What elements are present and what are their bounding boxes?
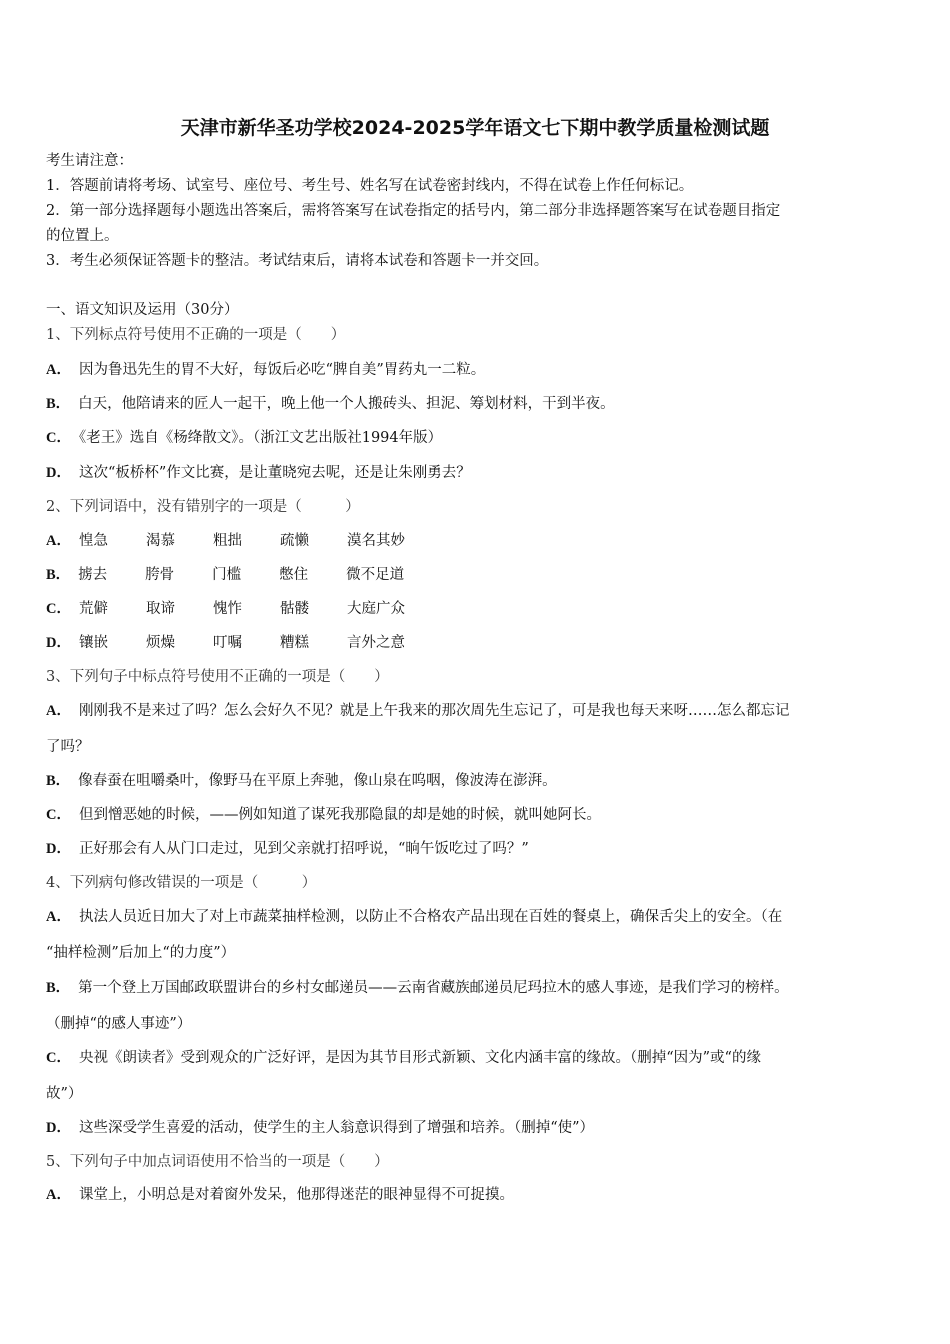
option-label: A．: [46, 362, 71, 378]
option-row: [46, 1186, 514, 1204]
option-row: [46, 634, 405, 652]
option-label: D．: [46, 465, 71, 481]
word: 取谛: [145, 601, 175, 617]
option-label: C．: [46, 807, 71, 823]
option-row: [46, 702, 789, 720]
option-label: D．: [46, 841, 71, 857]
notice-item: 1．答题前请将考场、试室号、座位号、考生号、姓名写在试卷密封线内，不得在试卷上作任何标记。: [46, 178, 694, 194]
word: 言外之意: [346, 635, 405, 651]
option-text: 第一个登上万国邮政联盟讲台的乡村女邮递员——云南省藏族邮递员尼玛拉木的感人事迹，是我们学习的榜样。: [78, 980, 789, 996]
option-label: B．: [46, 567, 71, 583]
option-text: 央视《朗读者》受到观众的广泛好评，是因为其节目形式新颖、文化内涵丰富的缘故。（删掉“因为”或“的缘: [78, 1050, 761, 1066]
option-row: [46, 840, 529, 858]
option-text: 像春蚕在咀嚼桑叶，像野马在平原上奔驰，像山泉在呜咽，像波涛在澎湃。: [78, 773, 557, 789]
word: 掳去: [78, 567, 108, 583]
option-label: C．: [46, 430, 71, 446]
question-stem: 3、下列句子中标点符号使用不正确的一项是（ ）: [46, 669, 389, 685]
option-row: [46, 600, 405, 618]
page-title: 天津市新华圣功学校2024-2025学年语文七下期中教学质量检测试题: [180, 117, 770, 139]
option-label: A．: [46, 703, 71, 719]
section-heading: 一、语文知识及运用（30分）: [46, 302, 239, 318]
option-label: B．: [46, 396, 71, 412]
question-stem: 2、下列词语中，没有错别字的一项是（ ）: [46, 499, 360, 515]
word: 愧怍: [212, 601, 242, 617]
option-text: 但到憎恶她的时候，——例如知道了谋死我那隐鼠的却是她的时候，就叫她阿长。: [78, 807, 601, 823]
word: 惶急: [78, 533, 108, 549]
option-row: [46, 566, 404, 584]
word: 胯骨: [145, 567, 175, 583]
option-row: [46, 532, 405, 550]
word: 大庭广众: [346, 601, 405, 617]
word: 骷髅: [279, 601, 309, 617]
option-label: C．: [46, 1050, 71, 1066]
word: 粗拙: [212, 533, 242, 549]
option-text: 正好那会有人从门口走过，见到父亲就打招呼说，“晌午饭吃过了吗？”: [78, 841, 529, 857]
notice-item: 2．第一部分选择题每小题选出答案后，需将答案写在试卷指定的括号内，第二部分非选择题答案写在试卷题目指定: [46, 203, 781, 219]
option-text: 这些深受学生喜爱的活动，使学生的主人翁意识得到了增强和培养。（删掉“使”）: [78, 1120, 595, 1136]
option-label: D．: [46, 635, 71, 651]
word: 烦燥: [145, 635, 175, 651]
option-text: 刚刚我不是来过了吗？怎么会好久不见？就是上午我来的那次周先生忘记了，可是我也每天来呀……怎么都忘记: [78, 703, 790, 719]
option-label: B．: [46, 980, 71, 996]
option-continuation: 了吗？: [46, 739, 90, 755]
word: 荒僻: [78, 601, 108, 617]
word: 叮嘱: [212, 635, 242, 651]
option-continuation: 故”）: [46, 1086, 83, 1102]
option-text: 执法人员近日加大了对上市蔬菜抽样检测，以防止不合格农产品出现在百姓的餐桌上，确保舌尖上的安全。（在: [78, 909, 783, 925]
option-row: [46, 806, 601, 824]
option-label: A．: [46, 533, 71, 549]
option-text: 《老王》选自《杨绛散文》。（浙江文艺出版社1994年版）: [78, 430, 443, 446]
option-text: 这次“板桥杯”作文比赛，是让董晓宛去呢，还是让朱刚勇去？: [78, 465, 471, 481]
option-label: B．: [46, 773, 71, 789]
word: 渴慕: [145, 533, 175, 549]
option-label: C．: [46, 601, 71, 617]
option-row: [46, 429, 442, 447]
word: 糟糕: [279, 635, 309, 651]
option-continuation: “抽样检测”后加上“的力度”）: [46, 945, 236, 961]
option-text: 白天，他陪请来的匠人一起干，晚上他一个人搬砖头、担泥、筹划材料，干到半夜。: [78, 396, 615, 412]
question-stem: 5、下列句子中加点词语使用不恰当的一项是（ ）: [46, 1154, 389, 1170]
option-text: 因为鲁迅先生的胃不大好，每饭后必吃“脾自美”胃药丸一二粒。: [78, 362, 486, 378]
notice-heading: 考生请注意：: [46, 153, 133, 169]
word: 微不足道: [346, 567, 405, 583]
option-label: A．: [46, 909, 71, 925]
option-label: A．: [46, 1187, 71, 1203]
word: 憋住: [279, 567, 309, 583]
option-row: [46, 772, 557, 790]
question-stem: 4、下列病句修改错误的一项是（ ）: [46, 875, 317, 891]
option-row: [46, 361, 485, 379]
option-row: [46, 908, 782, 926]
word: 镶嵌: [78, 635, 108, 651]
question-stem: 1、下列标点符号使用不正确的一项是（ ）: [46, 327, 346, 343]
option-row: [46, 1049, 761, 1067]
option-label: D．: [46, 1120, 71, 1136]
notice-item: 3．考生必须保证答题卡的整洁。考试结束后，请将本试卷和答题卡一并交回。: [46, 253, 549, 269]
option-row: [46, 1119, 594, 1137]
option-row: [46, 464, 471, 482]
option-text: 课堂上，小明总是对着窗外发呆，他那得迷茫的眼神显得不可捉摸。: [78, 1187, 514, 1203]
word: 疏懒: [279, 533, 309, 549]
word: 漠名其妙: [346, 533, 405, 549]
notice-item: 的位置上。: [46, 228, 119, 244]
word: 门槛: [212, 567, 242, 583]
option-row: [46, 395, 615, 413]
option-continuation: （删掉“的感人事迹”）: [46, 1016, 192, 1032]
option-row: [46, 979, 789, 997]
